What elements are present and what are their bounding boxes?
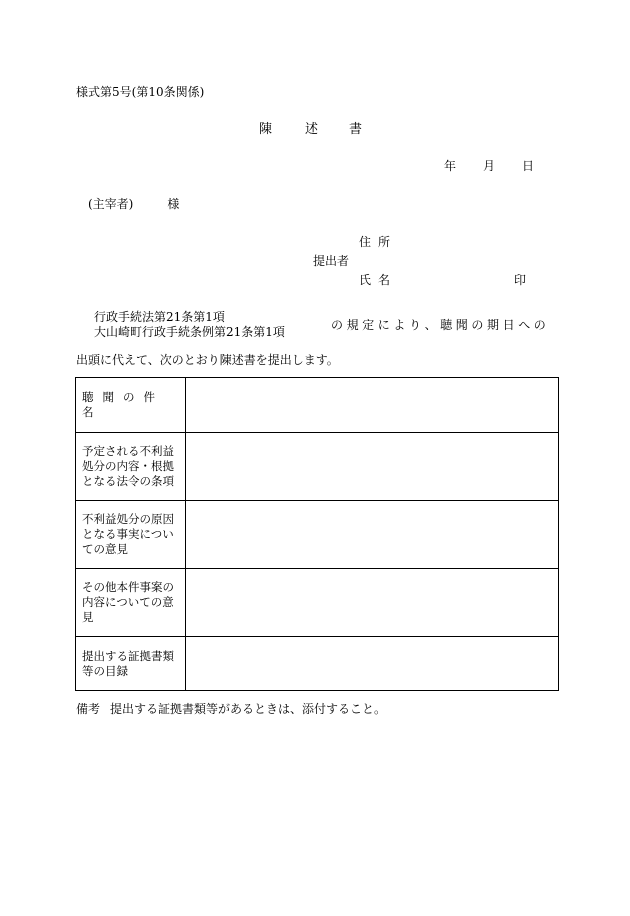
- submitter-label: 提出者: [313, 254, 350, 268]
- row-label-other-opinion: その他本件事案の内容についての意見: [76, 569, 186, 637]
- document-title: [259, 123, 362, 136]
- table-row: [76, 569, 559, 637]
- addressee-honorific: 様: [167, 197, 180, 211]
- field-other-opinion[interactable]: [186, 569, 559, 637]
- title-char-2: 述: [305, 122, 319, 137]
- addressee-line: [88, 198, 179, 210]
- date-line: [444, 160, 534, 172]
- law-reference-2: 大山崎町行政手続条例第21条第1項: [94, 325, 285, 339]
- date-month-label: 月: [483, 159, 496, 173]
- law-reference-1: 行政手続法第21条第1項: [94, 310, 225, 324]
- remarks-heading: 備考: [76, 702, 101, 716]
- table-row: [76, 501, 559, 569]
- table-row: [76, 637, 559, 691]
- field-hearing-title[interactable]: [186, 378, 559, 433]
- row-label-evidence-list: 提出する証拠書類等の目録: [76, 637, 186, 691]
- field-evidence-list[interactable]: [186, 637, 559, 691]
- table-row: [76, 378, 559, 433]
- field-cause-opinion[interactable]: [186, 501, 559, 569]
- title-char-1: 陳: [259, 122, 273, 137]
- provision-text: の規定により、聴聞の期日への: [331, 318, 550, 332]
- date-day-label: 日: [522, 159, 535, 173]
- address-label: 住所: [359, 235, 398, 249]
- field-planned-disposition[interactable]: [186, 433, 559, 501]
- statement-line: 出頭に代えて、次のとおり陳述書を提出します。: [76, 353, 339, 367]
- addressee-label: (主宰者): [88, 197, 134, 211]
- seal-mark: 印: [514, 273, 527, 287]
- statement-table: [75, 377, 559, 691]
- name-label: 氏名: [359, 273, 398, 287]
- date-year-label: 年: [444, 159, 457, 173]
- title-char-3: 書: [349, 122, 363, 137]
- remarks-note: [76, 703, 386, 715]
- row-label-cause-opinion: 不利益処分の原因となる事実についての意見: [76, 501, 186, 569]
- row-label-planned-disposition: 予定される不利益処分の内容・根拠となる法令の条項: [76, 433, 186, 501]
- table-row: [76, 433, 559, 501]
- row-label-hearing-title: 聴聞の件名: [76, 378, 186, 433]
- remarks-text: 提出する証拠書類等があるときは、添付すること。: [110, 702, 387, 716]
- form-number: 様式第5号(第10条関係): [76, 85, 205, 99]
